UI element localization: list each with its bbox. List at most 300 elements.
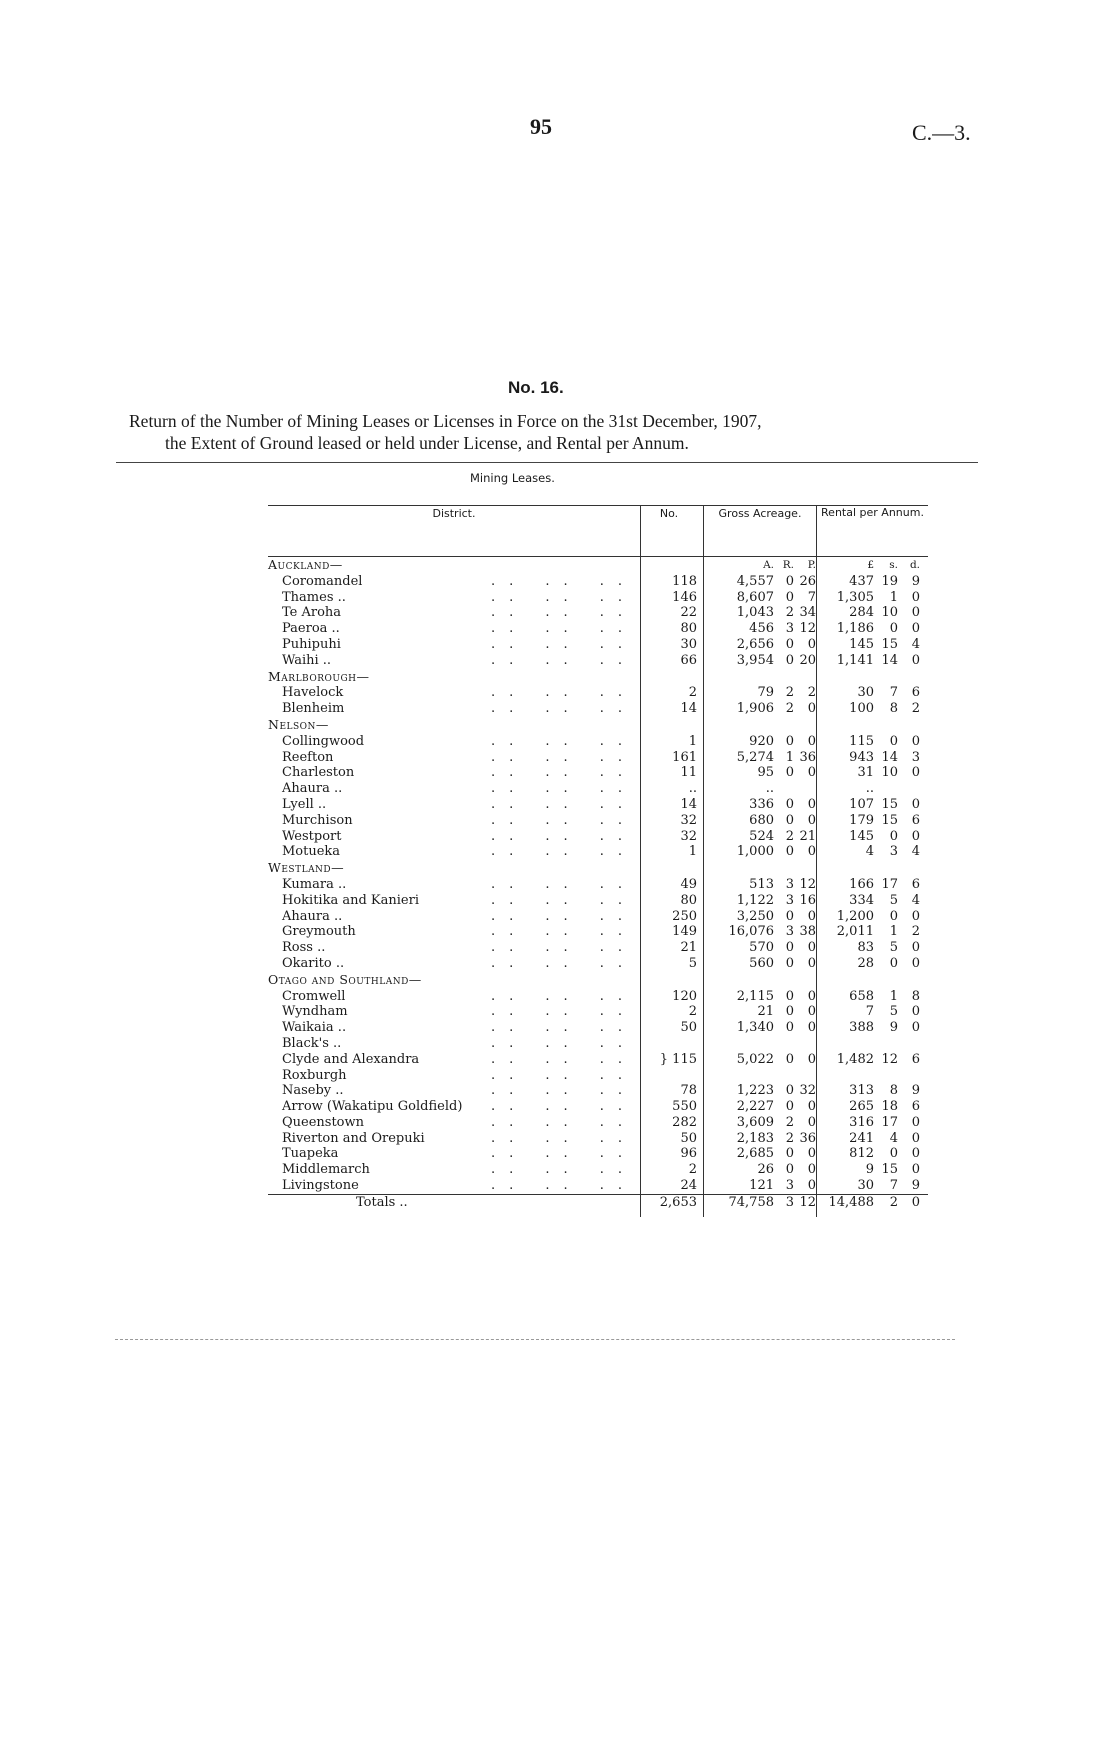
district-name: Collingwood xyxy=(282,733,365,749)
no-cell: 5 xyxy=(641,956,704,972)
pence-cell: 9 xyxy=(911,1178,920,1194)
district-name: Ahaura .. xyxy=(282,781,343,797)
perches-cell: 26 xyxy=(799,573,816,589)
roods-cell xyxy=(774,1036,794,1052)
roods-cell: 0 xyxy=(785,1004,794,1020)
table-row xyxy=(268,621,928,637)
pad-cell xyxy=(920,1194,928,1217)
acres-cell: 79 xyxy=(704,685,775,701)
region-name-cell xyxy=(268,557,641,574)
pound-unit-cell xyxy=(817,860,875,877)
table-row xyxy=(268,844,928,860)
bottom-rule xyxy=(115,1339,955,1340)
rood-unit-cell: R. xyxy=(782,559,794,571)
pence-cell: 0 xyxy=(911,955,920,971)
table-row xyxy=(268,765,928,781)
district-name: Wyndham xyxy=(282,1004,348,1020)
pad-cell xyxy=(920,1052,928,1068)
shillings-cell: 0 xyxy=(889,621,898,637)
shillings-cell: 5 xyxy=(889,1004,898,1020)
pence-cell: 0 xyxy=(911,1004,920,1020)
pence-unit-cell: d. xyxy=(909,559,920,571)
district-cell xyxy=(268,1020,641,1036)
leader-dots: .. .. .. xyxy=(490,605,636,621)
acres-cell: 4,557 xyxy=(704,574,775,590)
table-row xyxy=(268,574,928,590)
pad-cell xyxy=(920,797,928,813)
no-cell: 32 xyxy=(641,829,704,845)
roods-cell: 2 xyxy=(785,1130,794,1146)
pounds-cell: 145 xyxy=(817,637,875,653)
pounds-cell: .. xyxy=(817,781,875,797)
pad-cell xyxy=(920,1020,928,1036)
table-body xyxy=(268,557,928,1217)
leader-dots: .. .. .. xyxy=(490,1130,636,1146)
acres-cell: 560 xyxy=(704,956,775,972)
perches-cell: 0 xyxy=(807,955,816,971)
totals-label: Totals .. xyxy=(268,1194,641,1217)
shillings-cell: 12 xyxy=(881,1051,898,1067)
no-cell: 550 xyxy=(641,1099,704,1115)
district-cell xyxy=(268,956,641,972)
region-row xyxy=(268,669,928,686)
shillings-cell: 4 xyxy=(889,1130,898,1146)
total-no: 2,653 xyxy=(641,1194,704,1217)
pounds-cell: 1,141 xyxy=(817,653,875,669)
roods-cell: 2 xyxy=(785,701,794,717)
rood-unit-cell xyxy=(774,717,794,734)
pence-cell xyxy=(898,1036,920,1052)
district-name: Coromandel xyxy=(282,573,363,589)
pounds-cell: 284 xyxy=(817,605,875,621)
district-cell xyxy=(268,1052,641,1068)
no-cell xyxy=(641,717,704,734)
pence-cell: 0 xyxy=(911,1114,920,1130)
acres-cell: 95 xyxy=(704,765,775,781)
header-rental: Rental per Annum. xyxy=(817,506,929,557)
table-row xyxy=(268,940,928,956)
no-cell: 80 xyxy=(641,893,704,909)
shilling-unit-cell xyxy=(874,717,898,734)
shillings-cell: 7 xyxy=(889,685,898,701)
acres-cell: 920 xyxy=(704,734,775,750)
no-cell xyxy=(641,557,704,574)
shillings-cell: 15 xyxy=(881,812,898,828)
no-cell: 11 xyxy=(641,765,704,781)
pad-cell xyxy=(920,972,928,989)
no-cell: 2 xyxy=(641,1004,704,1020)
district-name: Clyde and Alexandra xyxy=(282,1051,420,1067)
pounds-cell: 115 xyxy=(817,734,875,750)
pence-cell: 6 xyxy=(911,1099,920,1115)
shillings-cell: 0 xyxy=(889,1146,898,1162)
perches-cell: 0 xyxy=(807,1020,816,1036)
roods-cell: 0 xyxy=(785,955,794,971)
table-row xyxy=(268,1004,928,1020)
table-row xyxy=(268,956,928,972)
acres-cell: 21 xyxy=(704,1004,775,1020)
no-cell xyxy=(641,1068,704,1084)
table-row xyxy=(268,1052,928,1068)
shillings-cell: 15 xyxy=(881,796,898,812)
district-name: Cromwell xyxy=(282,988,346,1004)
perches-cell: 0 xyxy=(807,844,816,860)
pounds-cell: 4 xyxy=(817,844,875,860)
pounds-cell: 334 xyxy=(817,893,875,909)
table-row xyxy=(268,701,928,717)
leader-dots: .. .. .. xyxy=(490,636,636,652)
region-name: Nelson— xyxy=(268,716,329,732)
table-row xyxy=(268,909,928,925)
district-name: Livingstone xyxy=(282,1178,359,1194)
leader-dots: .. .. .. xyxy=(490,1004,636,1020)
roods-cell xyxy=(774,1068,794,1084)
pence-cell: 4 xyxy=(911,844,920,860)
pound-unit-cell: £ xyxy=(817,557,875,574)
district-name: Paeroa .. xyxy=(282,621,340,637)
shillings-cell: 8 xyxy=(889,1083,898,1099)
district-name: Waihi .. xyxy=(282,652,332,668)
roods-cell: 0 xyxy=(785,796,794,812)
region-name: Marlborough— xyxy=(268,668,370,684)
leader-dots: .. .. .. xyxy=(490,844,636,860)
rood-unit-cell xyxy=(774,972,794,989)
leader-dots: .. .. .. xyxy=(490,796,636,812)
district-cell xyxy=(268,829,641,845)
pence-cell: 6 xyxy=(911,685,920,701)
perches-cell xyxy=(794,1068,817,1084)
acres-cell: 2,183 xyxy=(704,1131,775,1147)
roods-cell: 0 xyxy=(785,940,794,956)
leader-dots: .. .. .. xyxy=(490,1178,636,1194)
region-row xyxy=(268,860,928,877)
total-perches: 12 xyxy=(794,1194,817,1217)
total-roods: 3 xyxy=(774,1194,794,1217)
perches-cell: 7 xyxy=(807,589,816,605)
acres-cell: 456 xyxy=(704,621,775,637)
perches-cell xyxy=(794,781,817,797)
pence-cell: 0 xyxy=(911,589,920,605)
perch-unit-cell: P. xyxy=(807,559,816,571)
no-cell: 14 xyxy=(641,701,704,717)
pad-cell xyxy=(920,1099,928,1115)
acres-cell: 2,115 xyxy=(704,989,775,1005)
pad-cell xyxy=(920,893,928,909)
acres-cell: 8,607 xyxy=(704,590,775,606)
roods-cell: 2 xyxy=(785,685,794,701)
district-cell xyxy=(268,605,641,621)
pad-cell xyxy=(920,989,928,1005)
no-cell: 250 xyxy=(641,909,704,925)
district-cell xyxy=(268,909,641,925)
pounds-cell: 943 xyxy=(817,750,875,766)
perches-cell: 38 xyxy=(799,924,816,940)
table-caption: Mining Leases. xyxy=(470,471,555,485)
pounds-cell: 388 xyxy=(817,1020,875,1036)
perches-cell: 0 xyxy=(807,1162,816,1178)
pounds-cell: 166 xyxy=(817,877,875,893)
acres-cell: 513 xyxy=(704,877,775,893)
region-name-cell xyxy=(268,717,641,734)
no-cell: 78 xyxy=(641,1083,704,1099)
district-cell xyxy=(268,1068,641,1084)
pad-cell xyxy=(920,1083,928,1099)
pad-cell xyxy=(920,637,928,653)
region-row xyxy=(268,972,928,989)
roods-cell xyxy=(774,781,794,797)
pad-cell xyxy=(920,909,928,925)
pence-cell: 6 xyxy=(911,876,920,892)
perches-cell: 0 xyxy=(807,701,816,717)
district-cell xyxy=(268,1115,641,1131)
no-cell: 149 xyxy=(641,924,704,940)
pounds-cell: 145 xyxy=(817,829,875,845)
shillings-cell: 0 xyxy=(889,955,898,971)
pound-unit-cell xyxy=(817,972,875,989)
header-district: District. xyxy=(268,506,641,557)
header-row xyxy=(268,506,928,557)
no-cell: 49 xyxy=(641,877,704,893)
district-cell xyxy=(268,685,641,701)
pad-cell xyxy=(920,1178,928,1194)
table-row xyxy=(268,685,928,701)
pad-cell xyxy=(920,860,928,877)
pence-cell: 0 xyxy=(911,765,920,781)
pad-cell xyxy=(920,605,928,621)
acre-unit-cell xyxy=(704,972,775,989)
district-name: Ross .. xyxy=(282,940,326,956)
district-name: Reefton xyxy=(282,749,334,765)
pad-cell xyxy=(920,844,928,860)
no-cell: 14 xyxy=(641,797,704,813)
heading-line-2: the Extent of Ground leased or held under License, and Rental per Annum. xyxy=(165,433,689,453)
district-cell xyxy=(268,621,641,637)
pence-cell: 2 xyxy=(911,924,920,940)
roods-cell: 1 xyxy=(785,749,794,765)
leader-dots: .. .. .. xyxy=(490,908,636,924)
total-pounds: 14,488 xyxy=(817,1194,875,1217)
district-cell xyxy=(268,813,641,829)
acres-cell: 1,223 xyxy=(704,1083,775,1099)
pounds-cell: 31 xyxy=(817,765,875,781)
roods-cell: 0 xyxy=(785,844,794,860)
pence-cell: 0 xyxy=(911,652,920,668)
shilling-unit-cell xyxy=(874,860,898,877)
table-row xyxy=(268,893,928,909)
district-cell xyxy=(268,1004,641,1020)
acres-cell: .. xyxy=(704,781,775,797)
heading-rule xyxy=(116,462,978,463)
leader-dots: .. .. .. xyxy=(490,812,636,828)
no-cell: 50 xyxy=(641,1131,704,1147)
pounds-cell: 83 xyxy=(817,940,875,956)
leader-dots: .. .. .. xyxy=(490,749,636,765)
pounds-cell: 265 xyxy=(817,1099,875,1115)
roods-cell: 0 xyxy=(785,1020,794,1036)
perches-cell: 0 xyxy=(807,765,816,781)
shillings-cell xyxy=(874,1036,898,1052)
perches-cell: 21 xyxy=(799,828,816,844)
acres-cell: 570 xyxy=(704,940,775,956)
pound-unit-cell xyxy=(817,717,875,734)
page-number: 95 xyxy=(530,114,552,139)
acres-cell: 524 xyxy=(704,829,775,845)
roods-cell: 0 xyxy=(785,1051,794,1067)
district-cell xyxy=(268,1131,641,1147)
pounds-cell: 100 xyxy=(817,701,875,717)
header-no: No. xyxy=(641,506,704,557)
pence-cell: 8 xyxy=(911,988,920,1004)
pence-cell: 0 xyxy=(911,1162,920,1178)
acres-cell: 26 xyxy=(704,1162,775,1178)
table-row xyxy=(268,813,928,829)
shillings-cell: 17 xyxy=(881,1114,898,1130)
no-cell: 282 xyxy=(641,1115,704,1131)
district-name: Greymouth xyxy=(282,924,356,940)
table-row xyxy=(268,781,928,797)
leader-dots: .. .. .. xyxy=(490,1051,636,1067)
pence-unit-cell xyxy=(898,669,920,686)
roods-cell: 0 xyxy=(785,765,794,781)
no-cell: 66 xyxy=(641,653,704,669)
pence-cell: 0 xyxy=(911,1020,920,1036)
pounds-cell: 1,186 xyxy=(817,621,875,637)
no-cell: 2 xyxy=(641,685,704,701)
district-name: Black's .. xyxy=(282,1035,342,1051)
table-row xyxy=(268,750,928,766)
district-cell xyxy=(268,844,641,860)
district-name: Blenheim xyxy=(282,701,345,717)
total-shillings: 2 xyxy=(874,1194,898,1217)
region-name-cell xyxy=(268,860,641,877)
shillings-cell: 10 xyxy=(881,605,898,621)
leader-dots: .. .. .. xyxy=(490,1020,636,1036)
pad-cell xyxy=(920,734,928,750)
shillings-cell: 5 xyxy=(889,940,898,956)
no-cell: 30 xyxy=(641,637,704,653)
leader-dots: .. .. .. xyxy=(490,1114,636,1130)
pence-cell: 0 xyxy=(911,908,920,924)
table-number: No. 16. xyxy=(508,378,564,397)
roods-cell: 0 xyxy=(785,812,794,828)
district-name: Arrow (Wakatipu Goldfield) xyxy=(282,1099,463,1115)
no-cell: 21 xyxy=(641,940,704,956)
shillings-cell: 1 xyxy=(889,988,898,1004)
region-name: Otago and Southland— xyxy=(268,971,422,987)
table-row xyxy=(268,1146,928,1162)
shillings-cell: 19 xyxy=(881,573,898,589)
region-row xyxy=(268,717,928,734)
acres-cell: 1,906 xyxy=(704,701,775,717)
pad-cell xyxy=(920,1068,928,1084)
district-cell xyxy=(268,574,641,590)
pence-unit-cell xyxy=(898,972,920,989)
leader-dots: .. .. .. xyxy=(490,828,636,844)
roods-cell: 0 xyxy=(785,589,794,605)
totals-row xyxy=(268,1194,928,1217)
perch-unit-cell xyxy=(794,860,817,877)
no-cell: } 115 xyxy=(641,1052,704,1068)
no-cell: 22 xyxy=(641,605,704,621)
district-cell xyxy=(268,1178,641,1194)
pad-cell xyxy=(920,750,928,766)
perches-cell: 12 xyxy=(799,621,816,637)
district-cell xyxy=(268,877,641,893)
leader-dots: .. .. .. xyxy=(490,876,636,892)
perches-cell: 0 xyxy=(807,796,816,812)
heading-line-1: Return of the Number of Mining Leases or Licenses in Force on the 31st December, 1907, xyxy=(129,411,762,431)
shillings-cell xyxy=(874,1068,898,1084)
district-cell xyxy=(268,701,641,717)
table-row xyxy=(268,924,928,940)
table-row xyxy=(268,590,928,606)
roods-cell: 0 xyxy=(785,733,794,749)
acres-cell: 2,656 xyxy=(704,637,775,653)
table-row xyxy=(268,637,928,653)
leader-dots: .. .. .. xyxy=(490,1099,636,1115)
district-cell xyxy=(268,734,641,750)
district-cell xyxy=(268,1099,641,1115)
leader-dots: .. .. .. xyxy=(490,1162,636,1178)
no-cell: 24 xyxy=(641,1178,704,1194)
perches-cell: 16 xyxy=(799,892,816,908)
roods-cell: 3 xyxy=(785,924,794,940)
district-cell xyxy=(268,653,641,669)
pounds-cell: 7 xyxy=(817,1004,875,1020)
table-row xyxy=(268,653,928,669)
table-row xyxy=(268,1068,928,1084)
table-row xyxy=(268,605,928,621)
pad-cell xyxy=(920,621,928,637)
no-cell: 161 xyxy=(641,750,704,766)
leader-dots: .. .. .. xyxy=(490,892,636,908)
acres-cell: 2,227 xyxy=(704,1099,775,1115)
leader-dots: .. .. .. xyxy=(490,1083,636,1099)
roods-cell: 0 xyxy=(785,1146,794,1162)
perches-cell: 36 xyxy=(799,749,816,765)
pounds-cell: 316 xyxy=(817,1115,875,1131)
leader-dots: .. .. .. xyxy=(490,1146,636,1162)
pad-cell xyxy=(920,829,928,845)
pence-cell: 9 xyxy=(911,573,920,589)
leader-dots: .. .. .. xyxy=(490,781,636,797)
pounds-cell: 1,482 xyxy=(817,1052,875,1068)
table-row xyxy=(268,1020,928,1036)
shillings-cell: 0 xyxy=(889,828,898,844)
pence-cell: 6 xyxy=(911,1051,920,1067)
table-row xyxy=(268,877,928,893)
pence-unit-cell xyxy=(898,860,920,877)
region-row xyxy=(268,557,928,574)
perches-cell: 0 xyxy=(807,1051,816,1067)
leader-dots: .. .. .. xyxy=(490,1035,636,1051)
roods-cell: 3 xyxy=(785,892,794,908)
district-name: Middlemarch xyxy=(282,1162,370,1178)
pad-cell xyxy=(920,717,928,734)
table-row xyxy=(268,1162,928,1178)
leader-dots: .. .. .. xyxy=(490,652,636,668)
shillings-cell: 18 xyxy=(881,1099,898,1115)
district-name: Okarito .. xyxy=(282,955,345,971)
district-name: Thames .. xyxy=(282,589,346,605)
pence-cell: 0 xyxy=(911,733,920,749)
perches-cell xyxy=(794,1036,817,1052)
acre-unit-cell xyxy=(704,669,775,686)
shillings-cell xyxy=(874,781,898,797)
pence-cell: 0 xyxy=(911,605,920,621)
no-cell: 32 xyxy=(641,813,704,829)
pad-cell xyxy=(920,1162,928,1178)
